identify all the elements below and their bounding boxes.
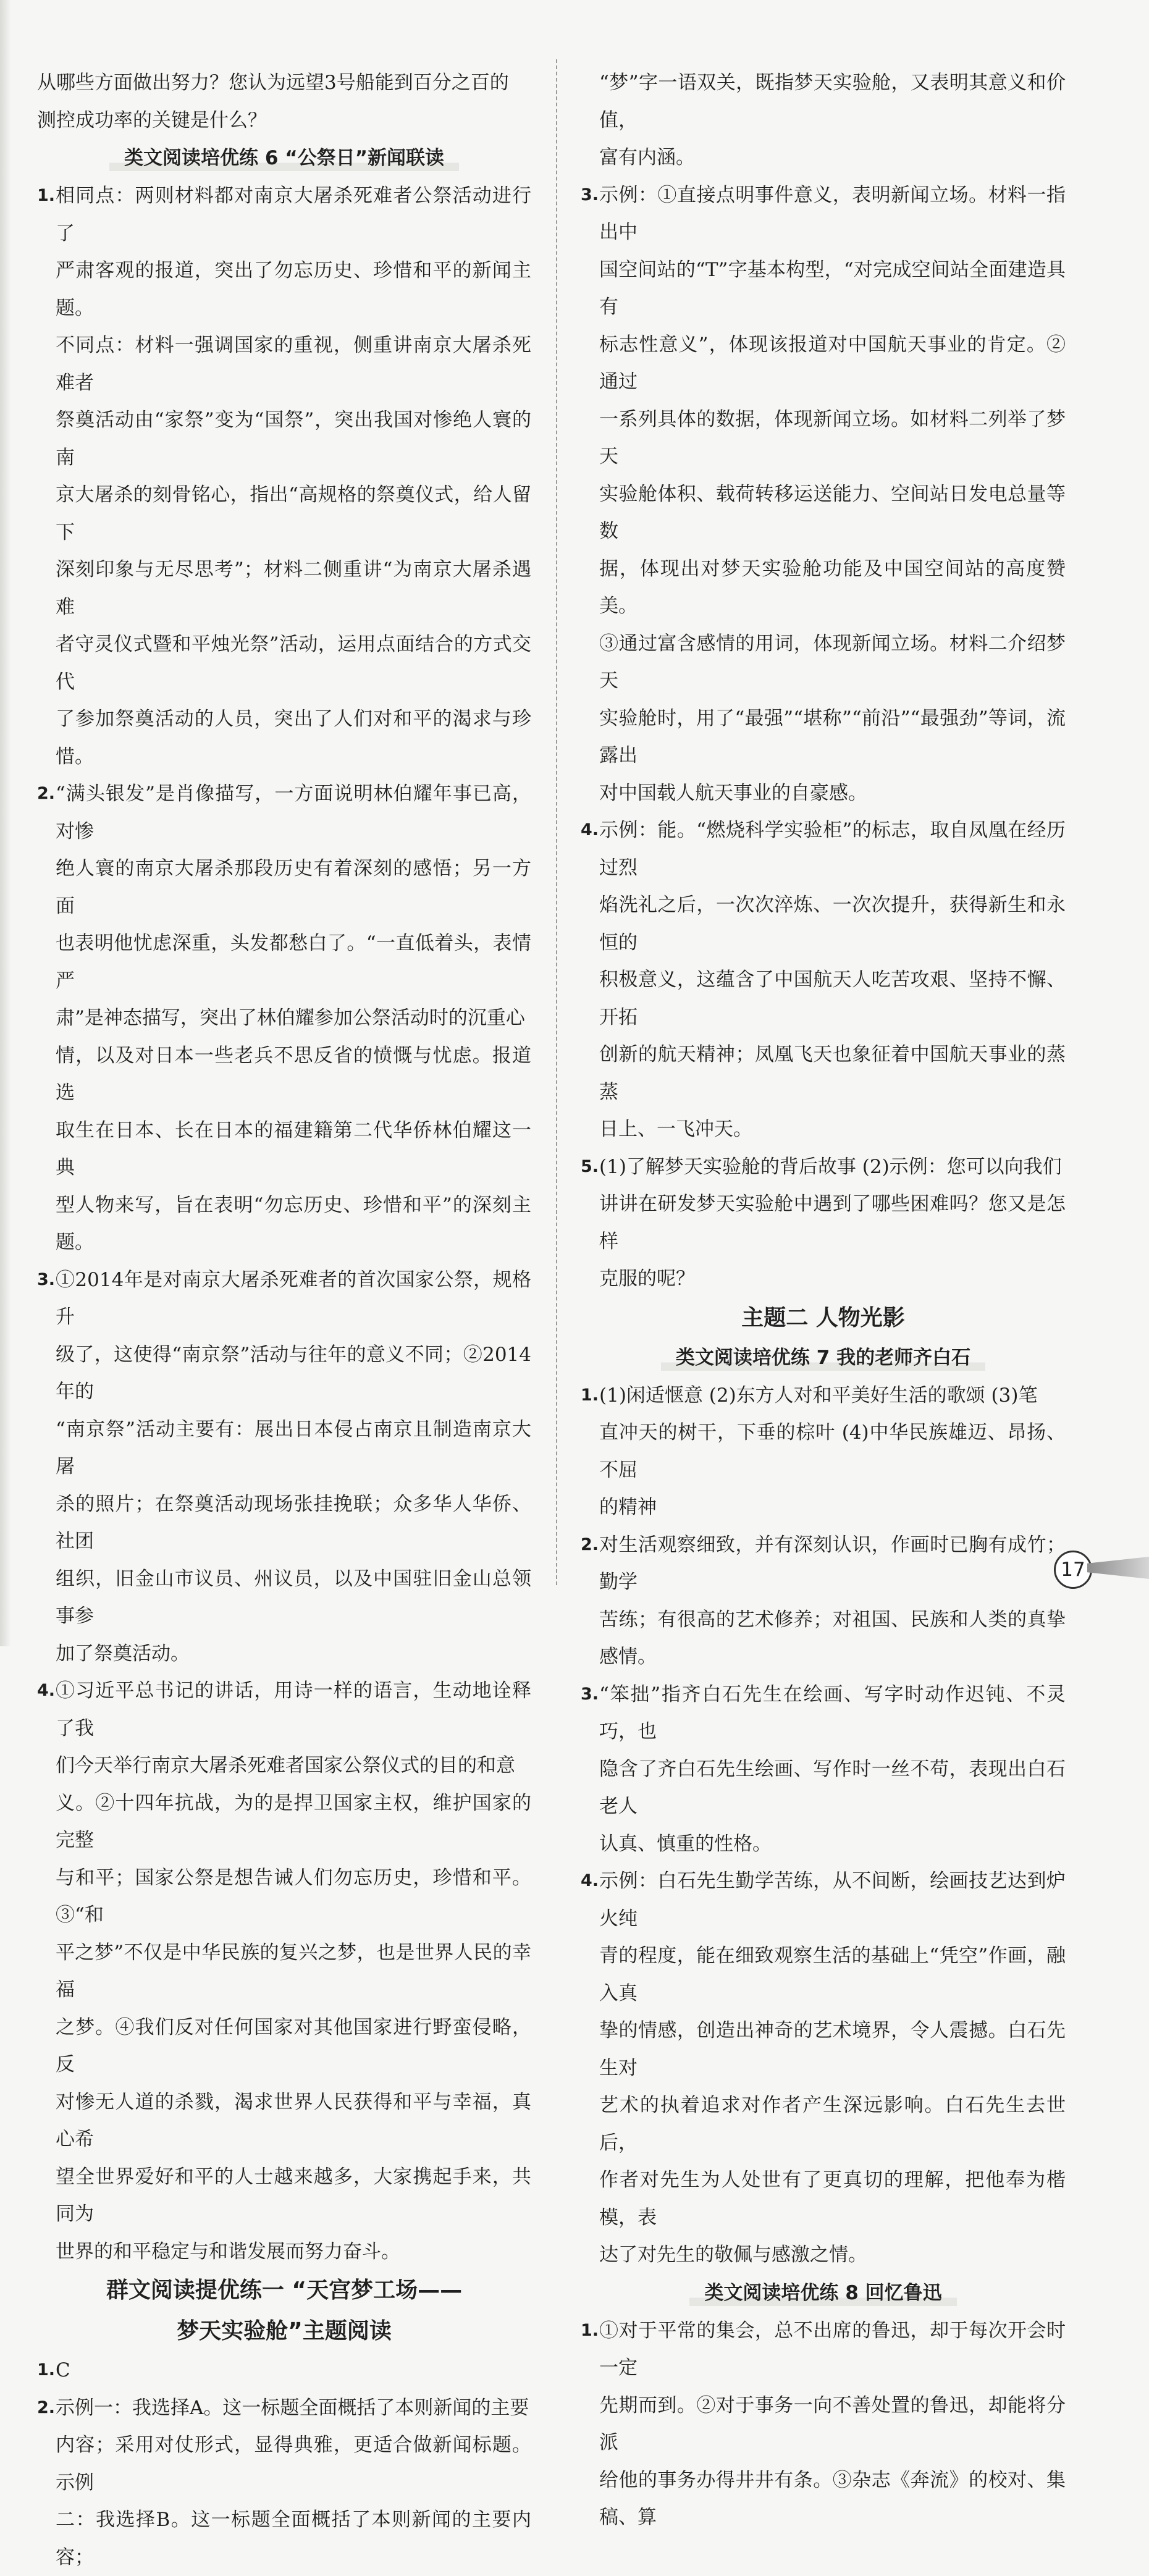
answer-line: 讲讲在研发梦天实验舱中遇到了哪些困难吗？您又是怎样	[599, 1185, 1066, 1260]
group-1-title-line-1: 群文阅读提优练一 “天宫梦工场——	[37, 2270, 531, 2311]
answer-line: 示例：①直接点明事件意义，表明新闻立场。材料一指出中	[599, 177, 1066, 251]
answer-item	[581, 177, 1066, 812]
section-6-answers	[37, 177, 531, 2270]
answer-line: 二：我选择B。这一标题全面概括了本则新闻的主要内容；	[56, 2501, 531, 2576]
answer-number: 4.	[581, 1863, 599, 1900]
answer-line: 据，体现出对梦天实验舱功能及中国空间站的高度赞美。	[599, 550, 1066, 625]
answer-item	[581, 2312, 1066, 2536]
answer-line: 了参加祭奠活动的人员，突出了人们对和平的渴求与珍惜。	[56, 701, 531, 775]
answer-number: 2.	[37, 775, 55, 813]
answer-item	[37, 1261, 531, 1673]
answer-line: 对生活观察细致，并有深刻认识，作画时已胸有成竹；勤学	[599, 1526, 1066, 1601]
answer-line: 给他的事务办得井井有条。③杂志《奔流》的校对、集稿、算	[599, 2462, 1066, 2536]
answer-number: 4.	[581, 812, 599, 849]
answer-item	[37, 2352, 531, 2389]
answer-line: 京大屠杀的刻骨铭心，指出“高规格的祭奠仪式，给人留下	[56, 476, 531, 551]
answer-line: 作者对先生为人处世有了更真切的理解，把他奉为楷模，表	[599, 2161, 1066, 2236]
section-8-answers	[581, 2312, 1066, 2536]
answer-line: 不同点：材料一强调国家的重视，侧重讲南京大屠杀死难者	[56, 327, 531, 402]
answer-line: 对惨无人道的杀戮，渴求世界人民获得和平与幸福，真心希	[56, 2084, 531, 2158]
answer-line: 艺术的执着追求对作者产生深远影响。白石先生去世后，	[599, 2087, 1066, 2161]
answer-line: 也表明他忧虑深重，头发都愁白了。“一直低着头，表情严	[56, 925, 531, 1000]
page-tab-decoration	[1087, 1557, 1149, 1579]
answer-line: 一系列具体的数据，体现新闻立场。如材料二列举了梦天	[599, 401, 1066, 476]
answer-line: (1)闲适惬意 (2)东方人对和平美好生活的歌颂 (3)笔	[599, 1377, 1066, 1415]
answer-line: 祭奠活动由“家祭”变为“国祭”，突出我国对惨绝人寰的南	[56, 402, 531, 476]
section-7-title-text: 类文阅读培优练 7 我的老师齐白石	[661, 1339, 985, 1377]
answer-line: 型人物来写，旨在表明“勿忘历史、珍惜和平”的深刻主题。	[56, 1187, 531, 1261]
intro-line-2: 测控成功率的关键是什么？	[37, 102, 531, 140]
answer-number: 1.	[581, 2312, 599, 2350]
answer-line: 对中国载人航天事业的自豪感。	[599, 775, 1066, 812]
answer-line: ①2014年是对南京大屠杀死难者的首次国家公祭，规格升	[56, 1261, 531, 1336]
answer-line: 望全世界爱好和平的人士越来越多，大家携起手来，共同为	[56, 2158, 531, 2233]
answer-line: 世界的和平稳定与和谐发展而努力奋斗。	[56, 2233, 531, 2271]
left-column	[37, 64, 531, 2576]
section-6-title-text: 类文阅读培优练 6 “公祭日”新闻联读	[109, 139, 459, 177]
page-binding-shadow	[0, 0, 11, 1646]
answer-line: 内容；采用对仗形式，显得典雅，更适合做新闻标题。示例	[56, 2427, 531, 2501]
answer-line: 示例一：我选择A。这一标题全面概括了本则新闻的主要	[56, 2389, 531, 2427]
group-1-answers	[37, 2352, 531, 2576]
answer-line: 积极意义，这蕴含了中国航天人吃苦攻艰、坚持不懈、开拓	[599, 961, 1066, 1036]
answer-number: 2.	[37, 2389, 55, 2427]
answer-number: 2.	[581, 1526, 599, 1564]
answer-line: 国空间站的“T”字基本构型，“对完成空间站全面建造具有	[599, 251, 1066, 326]
answer-item	[581, 1676, 1066, 1863]
answer-number: 4.	[37, 1672, 55, 1710]
answer-line: 标志性意义”，体现该报道对中国航天事业的肯定。②通过	[599, 326, 1066, 401]
answer-line: 直冲天的树干，下垂的棕叶 (4)中华民族雄迈、昂扬、不屈	[599, 1414, 1066, 1489]
section-7-title	[581, 1339, 1066, 1377]
answer-line: 严肃客观的报道，突出了勿忘历史、珍惜和平的新闻主题。	[56, 252, 531, 327]
continued-line-2: 富有内涵。	[581, 139, 1066, 177]
answer-item	[581, 1526, 1066, 1676]
answer-line: “笨拙”指齐白石先生在绘画、写字时动作迟钝、不灵巧，也	[599, 1676, 1066, 1751]
answer-line: 克服的呢？	[599, 1260, 1066, 1298]
answer-number: 5.	[581, 1148, 599, 1186]
answer-line: 与和平；国家公祭是想告诫人们勿忘历史，珍惜和平。③“和	[56, 1859, 531, 1934]
answer-line: 杀的照片；在祭奠活动现场张挂挽联；众多华人华侨、社团	[56, 1486, 531, 1560]
answer-line: 情，以及对日本一些老兵不思反省的愤慨与忧虑。报道选	[56, 1037, 531, 1112]
answer-item	[37, 1672, 531, 2270]
answer-line: ③通过富含感情的用词，体现新闻立场。材料二介绍梦天	[599, 625, 1066, 700]
right-column	[581, 64, 1066, 2536]
answer-item	[581, 1148, 1066, 1298]
section-6-title	[37, 139, 531, 177]
page-number: 17	[1054, 1551, 1092, 1589]
answer-line: 隐含了齐白石先生绘画、写作时一丝不苟，表现出白石老人	[599, 1751, 1066, 1825]
section-8-title	[581, 2274, 1066, 2312]
answer-line: ①习近平总书记的讲话，用诗一样的语言，生动地诠释了我	[56, 1672, 531, 1747]
answer-line: 者守灵仪式暨和平烛光祭”活动，运用点面结合的方式交代	[56, 626, 531, 701]
answer-line: 义。②十四年抗战，为的是捍卫国家主权，维护国家的完整	[56, 1785, 531, 1859]
answer-line: 加了祭奠活动。	[56, 1635, 531, 1673]
answer-line: 相同点：两则材料都对南京大屠杀死难者公祭活动进行了	[56, 177, 531, 252]
answer-line: 挚的情感，创造出神奇的艺术境界，令人震撼。白石先生对	[599, 2012, 1066, 2087]
answer-item	[37, 2389, 531, 2576]
continued-line-1: “梦”字一语双关，既指梦天实验舱，又表明其意义和价值，	[581, 64, 1066, 139]
answer-number: 3.	[581, 1676, 599, 1714]
answer-line: C	[56, 2352, 531, 2389]
answer-line: 级了，这使得“南京祭”活动与往年的意义不同；②2014年的	[56, 1336, 531, 1411]
answer-line: 示例：能。“燃烧科学实验柜”的标志，取自凤凰在经历过烈	[599, 812, 1066, 886]
group-1-answers-continued	[581, 177, 1066, 1298]
answer-line: 深刻印象与无尽思考”；材料二侧重讲“为南京大屠杀遇难	[56, 551, 531, 626]
answer-line: 肃”是神态描写，突出了林伯耀参加公祭活动时的沉重心	[56, 1000, 531, 1037]
answer-number: 1.	[37, 2352, 55, 2389]
section-7-answers	[581, 1377, 1066, 2274]
answer-line: ①对于平常的集会，总不出席的鲁迅，却于每次开会时一定	[599, 2312, 1066, 2387]
answer-line: 们今天举行南京大屠杀死难者国家公祭仪式的目的和意	[56, 1747, 531, 1785]
answer-line: 实验舱时，用了“最强”“堪称”“前沿”“最强劲”等词，流露出	[599, 700, 1066, 775]
intro-line-1: 从哪些方面做出努力？您认为远望3号船能到百分之百的	[37, 64, 531, 102]
group-1-title-line-2: 梦天实验舱”主题阅读	[37, 2311, 531, 2352]
answer-line: 组织，旧金山市议员、州议员，以及中国驻旧金山总领事参	[56, 1560, 531, 1635]
answer-number: 3.	[581, 177, 599, 214]
answer-item	[581, 812, 1066, 1148]
answer-line: 日上、一飞冲天。	[599, 1111, 1066, 1148]
answer-item	[581, 1377, 1066, 1526]
answer-line: 苦练；有很高的艺术修养；对祖国、民族和人类的真挚感情。	[599, 1601, 1066, 1676]
answer-line: 达了对先生的敬佩与感激之情。	[599, 2236, 1066, 2274]
answer-line: 青的程度，能在细致观察生活的基础上“凭空”作画，融入真	[599, 1937, 1066, 2012]
answer-line: 焰洗礼之后，一次次淬炼、一次次提升，获得新生和永恒的	[599, 886, 1066, 961]
answer-line: 创新的航天精神；凤凰飞天也象征着中国航天事业的蒸蒸	[599, 1036, 1066, 1111]
answer-line: 取生在日本、长在日本的福建籍第二代华侨林伯耀这一典	[56, 1112, 531, 1187]
answer-line: 平之梦”不仅是中华民族的复兴之梦，也是世界人民的幸福	[56, 1934, 531, 2009]
answer-item	[581, 1863, 1066, 2274]
answer-item	[37, 775, 531, 1261]
answer-line: “满头银发”是肖像描写，一方面说明林伯耀年事已高，对惨	[56, 775, 531, 850]
answer-line: (1)了解梦天实验舱的背后故事 (2)示例：您可以向我们	[599, 1148, 1066, 1186]
answer-line: “南京祭”活动主要有：展出日本侵占南京且制造南京大屠	[56, 1411, 531, 1486]
answer-number: 1.	[581, 1377, 599, 1415]
answer-line: 实验舱体积、载荷转移运送能力、空间站日发电总量等数	[599, 476, 1066, 550]
answer-line: 示例：白石先生勤学苦练，从不间断，绘画技艺达到炉火纯	[599, 1863, 1066, 1937]
answer-line: 认真、慎重的性格。	[599, 1825, 1066, 1863]
answer-number: 3.	[37, 1261, 55, 1299]
theme-2-title: 主题二 人物光影	[581, 1298, 1066, 1339]
answer-item	[37, 177, 531, 775]
answer-line: 先期而到。②对于事务一向不善处置的鲁迅，却能将分派	[599, 2387, 1066, 2462]
answer-line: 绝人寰的南京大屠杀那段历史有着深刻的感悟；另一方面	[56, 850, 531, 925]
section-8-title-text: 类文阅读培优练 8 回忆鲁迅	[689, 2274, 956, 2312]
answer-line: 之梦。④我们反对任何国家对其他国家进行野蛮侵略，反	[56, 2009, 531, 2084]
column-divider	[556, 59, 557, 1585]
answer-line: 的精神	[599, 1489, 1066, 1526]
answer-number: 1.	[37, 177, 55, 215]
